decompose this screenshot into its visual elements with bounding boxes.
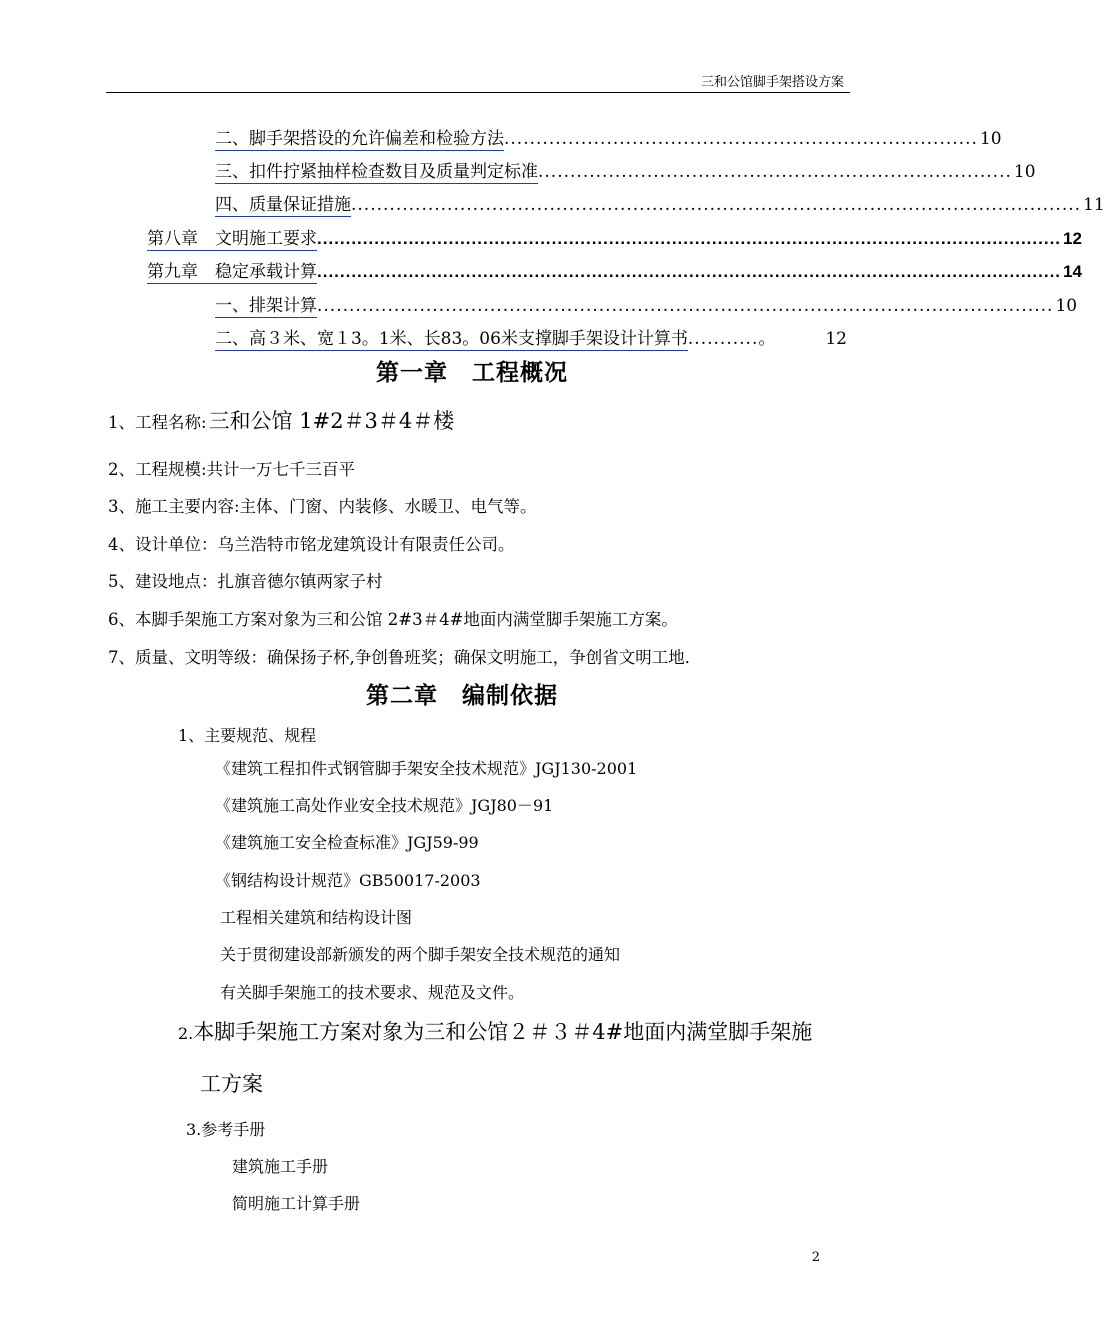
toc-leader: .......................................................................... bbox=[504, 129, 978, 149]
standard-ref: 《建筑施工安全检查标准》JGJ59-99 bbox=[215, 833, 479, 852]
quality-grade: 7、质量、文明等级：确保扬子杯,争创鲁班奖；确保文明施工，争创省文明工地． bbox=[108, 648, 702, 667]
project-name-label: 1、工程名称: bbox=[108, 413, 207, 432]
toc-leader: ...........。 bbox=[687, 329, 777, 349]
toc-page-number: 14 bbox=[1063, 262, 1082, 281]
toc-entry[interactable] bbox=[147, 224, 1082, 251]
toc-entry[interactable] bbox=[147, 257, 1082, 284]
toc-entry[interactable] bbox=[215, 291, 1078, 318]
standard-ref: 工程相关建筑和结构设计图 bbox=[220, 908, 413, 927]
toc-leader: .................................................................................................................. bbox=[351, 195, 1082, 215]
toc-page-number: 10 bbox=[979, 129, 1002, 149]
toc-entry-label: 第八章 文明施工要求 bbox=[147, 224, 317, 251]
section-main-standards: 1、主要规范、规程 bbox=[178, 726, 317, 745]
manual-ref: 简明施工计算手册 bbox=[232, 1194, 361, 1213]
project-name-line bbox=[108, 405, 454, 435]
toc-page-number: 12 bbox=[825, 329, 847, 349]
manual-ref: 建筑施工手册 bbox=[232, 1157, 329, 1176]
chapter-1-title: 第一章 工程概况 bbox=[376, 359, 568, 385]
header-title: 三和公馆脚手架搭设方案 bbox=[700, 75, 844, 90]
toc-page-number: 10 bbox=[1013, 162, 1036, 182]
scheme-object-text-cont: 工方案 bbox=[200, 1072, 263, 1096]
toc-page-number: 11 bbox=[1083, 195, 1105, 215]
toc-page-number: 10 bbox=[1055, 296, 1078, 316]
toc-entry-label: 第九章 稳定承载计算 bbox=[147, 257, 317, 284]
toc-leader: .......................................................................... bbox=[538, 162, 1012, 182]
page-number: 2 bbox=[811, 1250, 820, 1265]
standard-ref: 关于贯彻建设部新颁发的两个脚手架安全技术规范的通知 bbox=[220, 945, 621, 964]
construction-site: 5、建设地点：扎旗音德尔镇两家子村 bbox=[108, 572, 383, 591]
standard-ref: 《建筑工程扣件式钢管脚手架安全技术规范》JGJ130-2001 bbox=[215, 759, 638, 778]
toc-entry[interactable] bbox=[215, 124, 1002, 151]
toc-entry[interactable] bbox=[215, 324, 847, 351]
toc-leader: ................................................................................................................... bbox=[317, 296, 1054, 316]
standard-ref: 《建筑施工高处作业安全技术规范》JGJ80－91 bbox=[215, 796, 554, 815]
toc-entry-label: 二、高３米、宽１3。1米、长83。06米支撑脚手架设计计算书 bbox=[215, 324, 688, 351]
chapter-2-title: 第二章 编制依据 bbox=[366, 682, 558, 708]
header-rule bbox=[106, 92, 850, 93]
design-unit: 4、设计单位：乌兰浩特市铭龙建筑设计有限责任公司。 bbox=[108, 535, 515, 554]
item-number: 2. bbox=[178, 1024, 194, 1043]
toc-entry-label: 四、质量保证措施 bbox=[215, 190, 351, 217]
scheme-object: 6、本脚手架施工方案对象为三和公馆 2#3＃4#地面内满堂脚手架施工方案。 bbox=[108, 610, 678, 629]
section-reference-manuals: 3.参考手册 bbox=[186, 1120, 266, 1139]
project-scale: 2、工程规模:共计一万七千三百平 bbox=[108, 460, 356, 479]
toc-page-number: 12 bbox=[1063, 229, 1082, 248]
toc-entry[interactable] bbox=[215, 157, 1036, 184]
scheme-object-text: 本脚手架施工方案对象为三和公馆２＃３＃4#地面内满堂脚手架施 bbox=[193, 1020, 813, 1044]
toc-leader: .................................................................................................................................. bbox=[317, 229, 1062, 248]
toc-entry-label: 二、脚手架搭设的允许偏差和检验方法 bbox=[215, 124, 504, 151]
toc-entry[interactable] bbox=[215, 190, 1105, 217]
standard-ref: 有关脚手架施工的技术要求、规范及文件。 bbox=[220, 983, 525, 1002]
scheme-object-note bbox=[178, 1016, 812, 1046]
construction-content: 3、施工主要内容:主体、门窗、内装修、水暖卫、电气等。 bbox=[108, 497, 537, 516]
toc-leader: .................................................................................................................................. bbox=[317, 262, 1062, 281]
toc-entry-label: 一、排架计算 bbox=[215, 291, 317, 318]
standard-ref: 《钢结构设计规范》GB50017-2003 bbox=[215, 871, 481, 890]
project-name-value: 三和公馆 1#2＃3＃4＃楼 bbox=[208, 409, 455, 433]
toc-entry-label: 三、扣件拧紧抽样检查数目及质量判定标准 bbox=[215, 157, 538, 184]
